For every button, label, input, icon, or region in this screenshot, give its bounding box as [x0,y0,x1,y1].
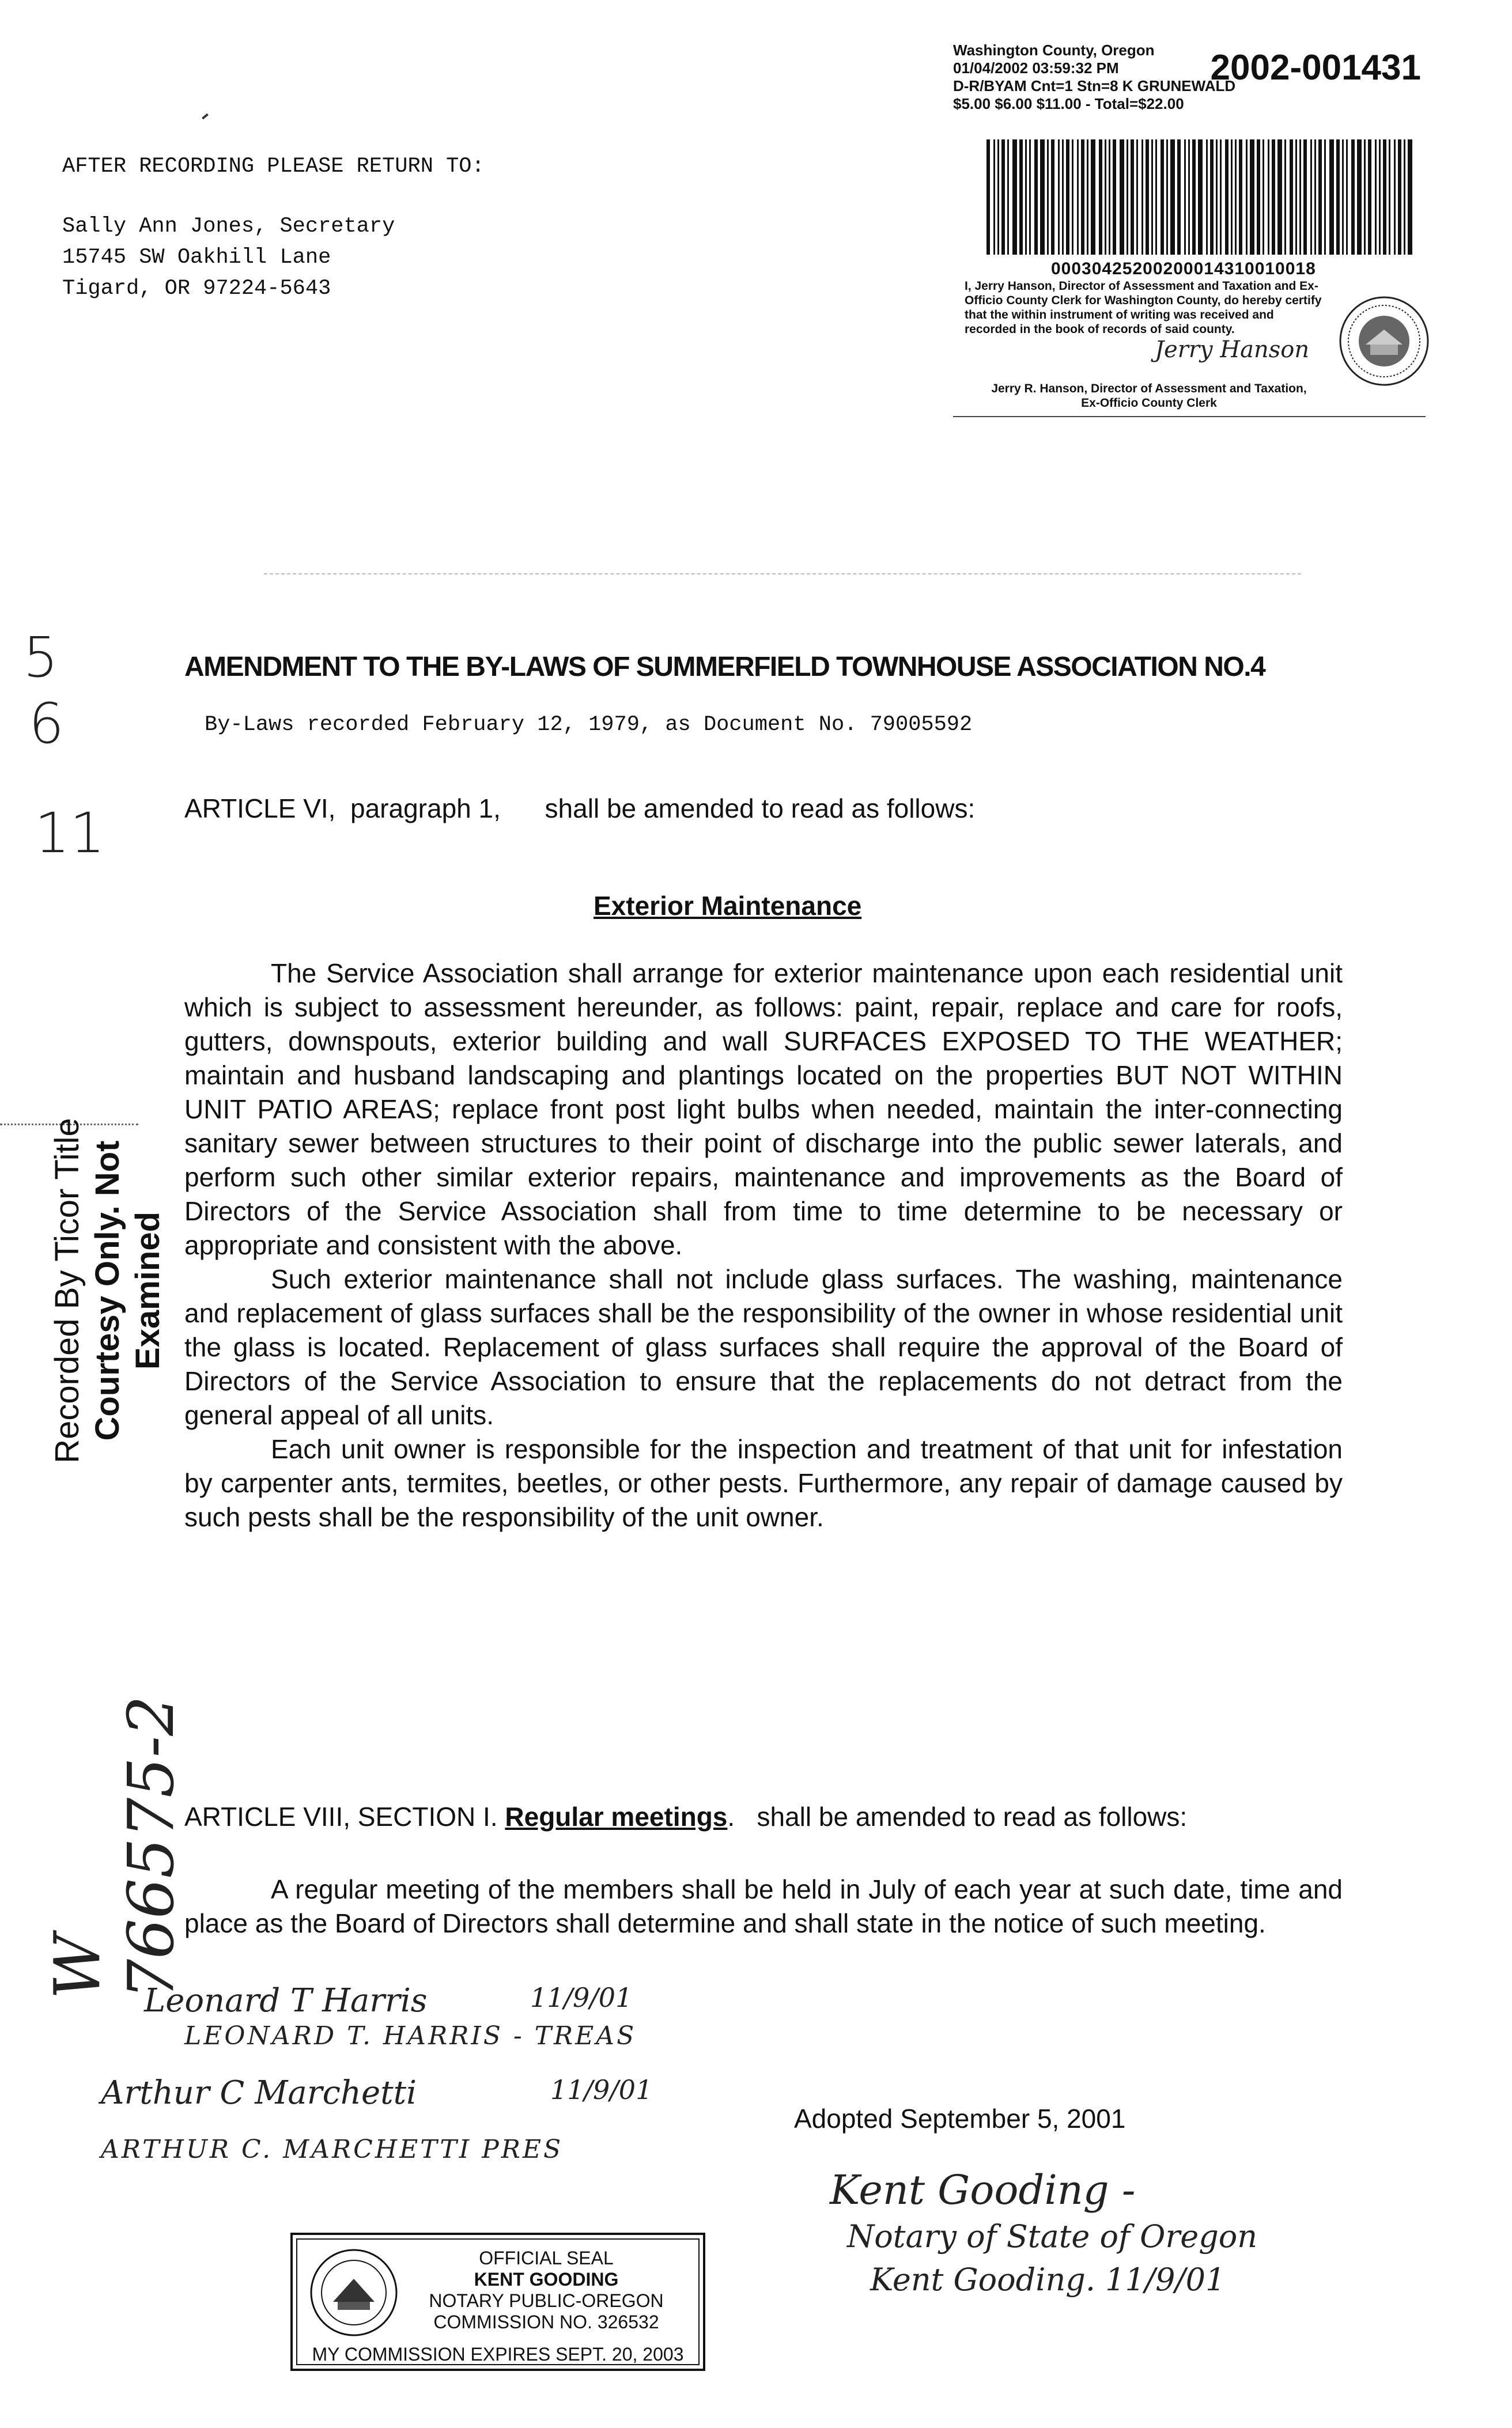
article-8-heading [184,1801,1187,1832]
barcode-bar [1389,139,1390,255]
barcode-bar [1379,139,1381,255]
section-heading: Exterior Maintenance [594,891,862,921]
barcode-bar [1019,139,1023,255]
return-line: Sally Ann Jones, Secretary [62,214,395,239]
seal-line: OFFICIAL SEAL [479,2248,614,2268]
treasurer-signature: Leonard T Harris [144,1982,428,2019]
seal-line: NOTARY PUBLIC-OREGON [429,2290,664,2311]
side-stamp-line1: Recorded By Ticor Title [48,1118,86,1463]
barcode-bar [1246,139,1248,255]
notary-name-date: Kent Gooding. 11/9/01 [870,2261,1226,2298]
barcode-bar [1346,139,1348,255]
barcode-bar [986,139,990,255]
stamp-county: Washington County, Oregon [953,41,1155,59]
state-seal-icon [308,2247,400,2339]
barcode-number: 00030425200200014310010018 [1051,259,1316,278]
barcode-bar [1188,139,1190,255]
director-line-1: Jerry R. Hanson, Director of Assessment and Taxation, [991,382,1307,395]
recording-stamp [953,41,1437,410]
barcode-bar [1329,139,1334,255]
barcode-bar [997,139,999,255]
barcode-bar [1058,139,1060,255]
side-stamp [47,1060,167,1521]
barcode-bar [1277,139,1282,255]
barcode-bar [1066,139,1069,255]
barcode-bar [1177,139,1181,255]
barcode-bar [1081,139,1084,255]
article-6-heading: ARTICLE VI, paragraph 1, shall be amended to read as follows: [184,793,976,823]
barcode-bar [1029,139,1031,255]
barcode-bar [1113,139,1116,255]
barcode-bar [1077,139,1079,255]
paragraph: Each unit owner is responsible for the inspection and treatment of that unit for infestation by carpenter ants, termites, beetles, or other pests. Furthermore, any repair of damage caused by such pests shall be the responsibility of the unit owner. [184,1434,1343,1532]
article-8-suffix: . shall be amended to read as follows: [727,1802,1188,1832]
barcode-bar [1001,139,1005,255]
paragraph: A regular meeting of the members shall be held in July of each year at such date, time and place as the Board of Directors shall determine and shall state in the notice of such meeting. [184,1874,1343,1938]
stamp-divider [953,416,1426,417]
barcode-bar [1368,139,1371,255]
barcode-bar [1141,139,1143,255]
barcode-bar [1216,139,1218,255]
notary-seal [290,2233,705,2371]
barcode-bar [1314,139,1316,255]
return-heading: AFTER RECORDING PLEASE RETURN TO: [62,154,485,179]
barcode-bar [1310,139,1312,255]
barcode-bar [1155,139,1157,255]
notary-title: Notary of State of Oregon [847,2218,1258,2255]
document-title: AMENDMENT TO THE BY-LAWS OF SUMMERFIELD TOWNHOUSE ASSOCIATION NO.4 [184,652,1265,682]
barcode-bar [1040,139,1045,255]
president-signature: Arthur C Marchetti [101,2074,417,2112]
barcode-bar [1225,139,1228,255]
margin-mark-6: 6 [29,691,65,756]
seal-line: KENT GOODING [474,2269,619,2290]
side-stamp-line2: Courtesy Only. Not Examined [89,1140,167,1441]
barcode-bar [1272,139,1275,255]
barcode-bar [1206,139,1208,255]
barcode-bar [1105,139,1106,255]
barcode-bar [1303,139,1307,255]
barcode-bar [1109,139,1110,255]
barcode-bar [1295,139,1297,255]
barcode-bar [1299,139,1301,255]
barcode-bar [1284,139,1286,255]
margin-mark-5: 5 [23,625,59,690]
stamp-clerk-line: D-R/BYAM Cnt=1 Stn=8 K GRUNEWALD [953,77,1236,94]
article-8-underlined: Regular meetings [505,1802,728,1832]
certification-text: I, Jerry Hanson, Director of Assessment and Taxation and Ex-Officio County Clerk for Washington County, do hereby certify that the within instrument of writing was received and recorded in the book of records of said county. [965,279,1322,336]
barcode-bar [1136,139,1138,255]
notary-seal-text [402,2248,690,2333]
treasurer-date: 11/9/01 [530,1982,633,2013]
meeting-paragraph [184,1873,1343,1941]
margin-mark-11: 11 [35,801,105,865]
barcode-bar [1198,139,1203,255]
barcode-bar [1166,139,1168,255]
barcode-bar [1062,139,1064,255]
clerk-signature: Jerry Hanson [1155,336,1310,363]
barcode-bar [1318,139,1322,255]
barcode-bar [1351,139,1355,255]
return-line: 15745 SW Oakhill Lane [62,245,331,270]
clerk-director-lines [953,381,1345,410]
president-date: 11/9/01 [550,2074,653,2105]
barcode-bar [1220,139,1222,255]
barcode-bar [1239,139,1242,255]
barcode-bar [1192,139,1196,255]
barcode-bar [1231,139,1233,255]
barcode-bar [1025,139,1027,255]
adopted-date: Adopted September 5, 2001 [794,2104,1126,2134]
barcode-bar [1375,139,1377,255]
president-printed-name: ARTHUR C. MARCHETTI PRES [101,2135,564,2164]
barcode-bar [1127,139,1128,255]
seal-expiration: MY COMMISSION EXPIRES SEPT. 20, 2003 [312,2344,684,2365]
barcode-bar [1051,139,1054,255]
document-number: 2002-001431 [1210,48,1421,88]
notary-signature: Kent Gooding - [830,2166,1136,2214]
barcode-bar [1012,139,1017,255]
return-address [62,151,485,304]
barcode-bar [1257,139,1260,255]
barcode-bar [1336,139,1340,255]
barcode-bar [1034,139,1038,255]
barcode-bar [1146,139,1149,255]
barcode-bar [1120,139,1124,255]
barcode-bar [1383,139,1386,255]
barcode-bar [1268,139,1269,255]
barcode-bar [1087,139,1088,255]
barcode-bar [1324,139,1326,255]
barcode-bar [1357,139,1362,255]
barcode-bar [1408,139,1412,255]
barcode-bar [993,139,995,255]
barcode-bar [1131,139,1134,255]
barcode-bar [1210,139,1214,255]
barcode-bar [1151,139,1153,255]
barcode-bar [1047,139,1049,255]
barcode-bar [1262,139,1264,255]
barcode-bar [1404,139,1405,255]
side-handwritten-number: W 766575-2 [40,1695,188,1999]
barcode-bar [1007,139,1009,255]
paragraph: The Service Association shall arrange for exterior maintenance upon each residential unit which is subject to assessment hereunder, as follows: paint, repair, replace and care for roofs, gutters, downspouts, exterior building and wall SURFACES EXPOSED TO THE WEATHER; maintain and husband landscaping and plantings located on the properties BUT NOT WITHIN UNIT PATIO AREAS; replace front post light bulbs when needed, maintain the inter-connecting sanitary sewer between structures to their point of discharge into the public sewer laterals, and perform such other similar exterior repairs, maintenance and improvements as the Board of Directors of the Service Association shall from time to time determine to be necessary or appropriate and consistent with the above. [184,958,1343,1260]
barcode-bar [1072,139,1073,255]
document-subtitle: By-Laws recorded February 12, 1979, as Document No. 79005592 [205,713,973,737]
treasurer-printed-name: LEONARD T. HARRIS - TREAS [184,2021,637,2051]
stamp-fees: $5.00 $6.00 $11.00 - Total=$22.00 [953,95,1184,112]
barcode-bar [1394,139,1396,255]
body-paragraphs [184,956,1343,1534]
barcode-bar [1290,139,1293,255]
barcode-bar [1091,139,1095,255]
seal-line: COMMISSION NO. 326532 [433,2312,659,2332]
barcode-bar [1364,139,1366,255]
faint-rule [264,573,1301,576]
barcode-bar [1250,139,1254,255]
article-8-prefix: ARTICLE VIII, SECTION I. [184,1802,498,1832]
stray-mark [202,114,209,120]
paragraph: Such exterior maintenance shall not include glass surfaces. The washing, maintenance and replacement of glass surfaces shall be the responsibility of the owner in whose residential unit the glass is located. Replacement of glass surfaces shall require the approval of the Board of Directors of the Service Association to ensure that the replacements do not detract from the general appeal of all units. [184,1264,1343,1430]
barcode-bar [1099,139,1102,255]
return-line: Tigard, OR 97224-5643 [62,277,331,301]
stamp-datetime: 01/04/2002 03:59:32 PM [953,59,1119,77]
barcode-bar [1170,139,1175,255]
barcode [986,139,1413,255]
barcode-bar [1235,139,1237,255]
barcode-bar [1161,139,1164,255]
county-seal-icon [1338,295,1430,387]
barcode-bar [1398,139,1401,255]
barcode-bar [1184,139,1186,255]
barcode-bar [1342,139,1344,255]
director-line-2: Ex-Officio County Clerk [1081,396,1217,410]
